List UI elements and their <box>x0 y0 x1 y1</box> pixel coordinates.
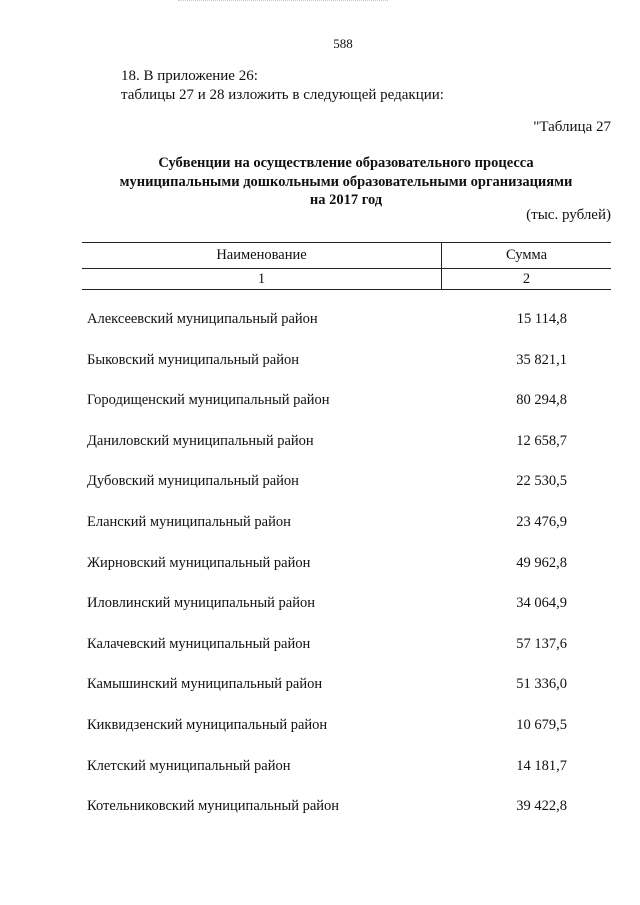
district-name: Алексеевский муниципальный район <box>87 311 318 327</box>
district-name: Быковский муниципальный район <box>87 351 299 368</box>
table-reference: "Таблица 27 <box>533 119 611 135</box>
district-name: Камышинский муниципальный район <box>87 676 323 693</box>
table-row <box>87 433 607 474</box>
district-sum: 49 962,8 <box>516 554 567 571</box>
table-row <box>87 758 607 799</box>
intro-line-1: 18. В приложение 26: <box>121 68 258 84</box>
table-row <box>87 473 607 514</box>
district-name: Дубовский муниципальный район <box>87 473 299 490</box>
district-name: Городищенский муниципальный район <box>87 392 330 409</box>
table-row <box>87 311 607 352</box>
title-line-2: муниципальными дошкольными образовательными организациями <box>119 173 573 190</box>
header-row <box>82 242 611 269</box>
district-sum: 14 181,7 <box>516 757 567 774</box>
table-row <box>87 392 607 433</box>
district-sum: 80 294,8 <box>516 392 567 409</box>
table-row <box>87 798 607 839</box>
district-name: Еланский муниципальный район <box>87 513 291 530</box>
title-line-1: Субвенции на осуществление образовательного процесса <box>158 155 534 171</box>
table-row <box>87 676 607 717</box>
scan-artifact-line <box>178 0 388 5</box>
district-sum: 10 679,5 <box>516 716 567 733</box>
district-name: Жирновский муниципальный район <box>87 554 311 571</box>
district-sum: 23 476,9 <box>516 513 567 530</box>
table-row <box>87 595 607 636</box>
header-sum: Сумма <box>505 247 548 263</box>
district-name: Даниловский муниципальный район <box>87 432 314 449</box>
table-row <box>87 636 607 677</box>
column-number-2: 2 <box>522 271 531 287</box>
district-name: Киквидзенский муниципальный район <box>87 716 328 733</box>
district-sum: 35 821,1 <box>516 351 567 368</box>
district-sum: 12 658,7 <box>516 432 567 449</box>
district-sum: 22 530,5 <box>516 473 567 490</box>
table-row <box>87 555 607 596</box>
table-title <box>82 154 610 210</box>
district-sum: 57 137,6 <box>516 635 567 652</box>
table-row <box>87 352 607 393</box>
district-sum: 51 336,0 <box>516 676 567 693</box>
district-name: Калачевский муниципальный район <box>87 635 311 652</box>
district-sum: 34 064,9 <box>516 595 567 612</box>
district-sum: 15 114,8 <box>516 311 567 327</box>
table-row <box>87 717 607 758</box>
table-row <box>87 514 607 555</box>
district-name: Котельниковский муниципальный район <box>87 798 340 815</box>
intro-paragraph <box>121 67 444 105</box>
units-label: (тыс. рублей) <box>526 207 611 223</box>
district-name: Иловлинский муниципальный район <box>87 595 315 612</box>
header-name: Наименование <box>82 243 442 268</box>
title-line-3: на 2017 год <box>309 192 383 208</box>
table-header <box>82 242 611 290</box>
district-name: Клетский муниципальный район <box>87 757 291 774</box>
column-number-row <box>82 269 611 290</box>
page-number: 588 <box>333 36 353 51</box>
column-number-1: 1 <box>82 269 442 289</box>
table-body <box>87 311 607 839</box>
intro-line-2: таблицы 27 и 28 изложить в следующей редакции: <box>121 87 444 103</box>
district-sum: 39 422,8 <box>516 798 567 815</box>
